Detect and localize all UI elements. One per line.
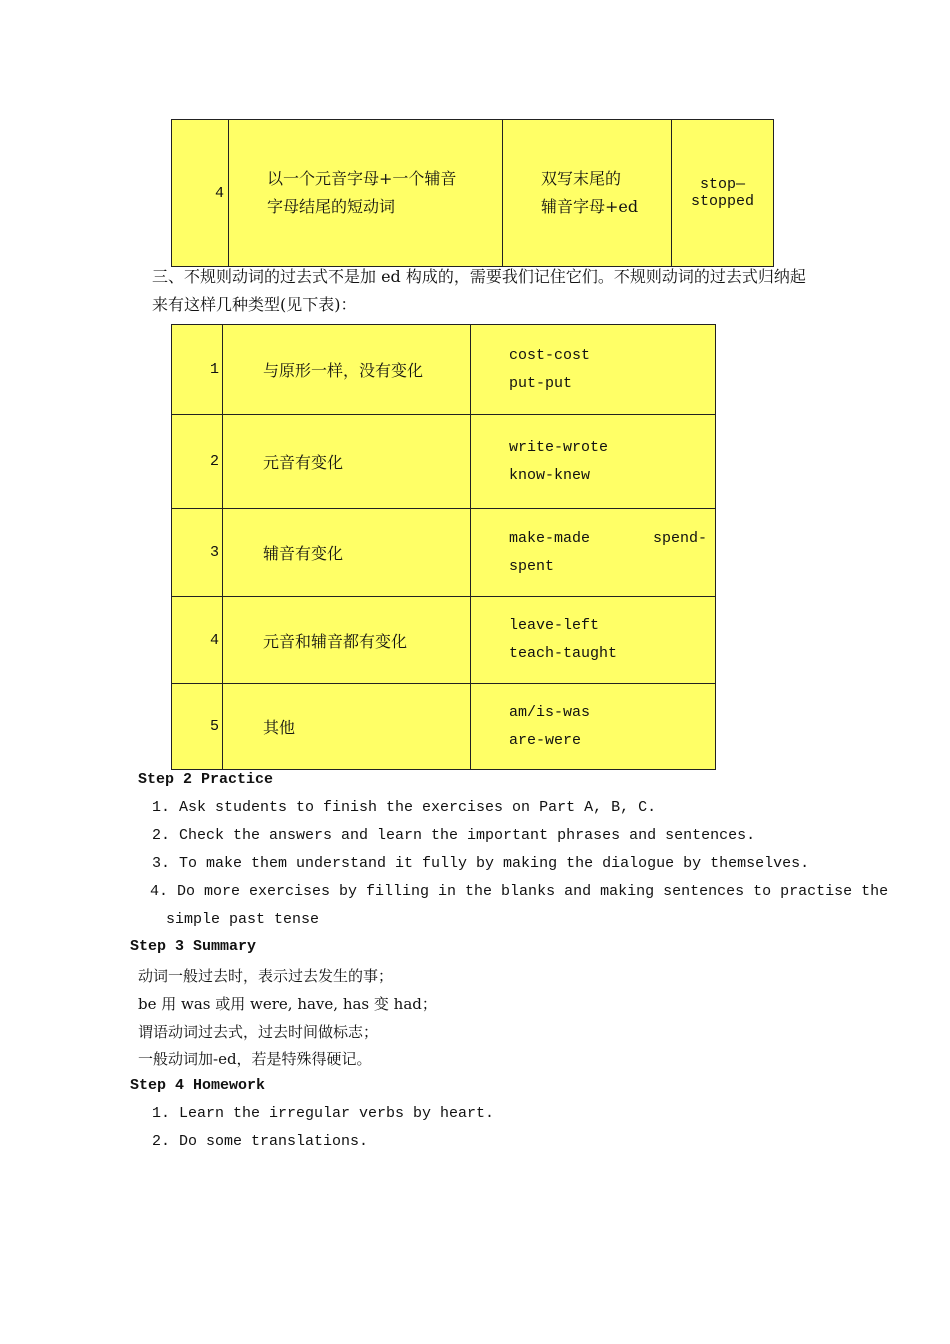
example-line [509, 525, 707, 553]
example-line: are-were [509, 731, 582, 749]
table-row [172, 325, 716, 415]
example-line: teach-taught [509, 645, 618, 662]
row-number: 2 [172, 415, 223, 509]
type-cell: 与原形一样，没有变化 [223, 325, 471, 415]
table-row [172, 120, 774, 267]
row-number: 5 [172, 684, 223, 770]
type-cell: 元音有变化 [223, 415, 471, 509]
summary-line: 动词一般过去时，表示过去发生的事； [138, 967, 394, 985]
list-item: 4. Do more exercises by filling in the blanks and making sentences to practise the [150, 883, 889, 900]
list-item-continuation: simple past tense [166, 911, 320, 928]
example-line: spent [509, 557, 555, 575]
table-row [172, 509, 716, 597]
list-item: 3. To make them understand it fully by making the dialogue by themselves. [152, 855, 810, 872]
row-number: 3 [172, 509, 223, 597]
example-word: spend- [652, 529, 707, 547]
list-item: 1. Learn the irregular verbs by heart. [152, 1105, 495, 1122]
step4-heading: Step 4 Homework [130, 1077, 266, 1094]
section-intro [152, 263, 806, 319]
example-cell: stop—stopped [672, 120, 774, 267]
example-line: am/is-was [509, 703, 591, 721]
list-item: 1. Ask students to finish the exercises on Part A, B, C. [152, 799, 657, 816]
intro-line: 来有这样几种类型(见下表)： [152, 295, 357, 314]
condition-line: 字母结尾的短动词 [267, 197, 396, 216]
list-item: 2. Do some translations. [152, 1133, 369, 1150]
type-cell: 其他 [223, 684, 471, 770]
example-line: put-put [509, 374, 573, 392]
summary-line: 谓语动词过去式，过去时间做标志； [138, 1023, 379, 1041]
rule-line: 辅音字母+ed [541, 197, 639, 216]
example-cell [471, 415, 716, 509]
step3-heading: Step 3 Summary [130, 938, 257, 955]
rule-cell [503, 120, 672, 267]
irregular-verbs-table [171, 324, 716, 770]
example-cell [471, 325, 716, 415]
example-cell [471, 684, 716, 770]
type-cell: 辅音有变化 [223, 509, 471, 597]
summary-line: 一般动词加-ed，若是特殊得硬记。 [138, 1050, 372, 1068]
example-line: cost-cost [509, 346, 591, 364]
regular-verbs-table [171, 119, 774, 267]
example-cell [471, 597, 716, 684]
condition-cell [229, 120, 503, 267]
example-line: leave-left [509, 617, 600, 634]
table-row [172, 684, 716, 770]
rule-line: 双写末尾的 [541, 169, 622, 188]
summary-line: be 用 was 或用 were, have, has 变 had； [138, 995, 437, 1013]
table-row [172, 415, 716, 509]
row-number: 4 [172, 597, 223, 684]
example-word: make-made [509, 529, 591, 547]
example-line: know-knew [509, 466, 591, 484]
type-cell: 元音和辅音都有变化 [223, 597, 471, 684]
condition-line: 以一个元音字母+一个辅音 [267, 169, 457, 188]
table-row [172, 597, 716, 684]
list-item: 2. Check the answers and learn the important phrases and sentences. [152, 827, 756, 844]
example-cell [471, 509, 716, 597]
example-line: write-wrote [509, 438, 609, 456]
step2-heading: Step 2 Practice [138, 771, 274, 788]
row-number: 1 [172, 325, 223, 415]
intro-line: 三、不规则动词的过去式不是加 ed 构成的，需要我们记住它们。不规则动词的过去式归纳起 [152, 267, 806, 286]
row-number: 4 [172, 120, 229, 267]
